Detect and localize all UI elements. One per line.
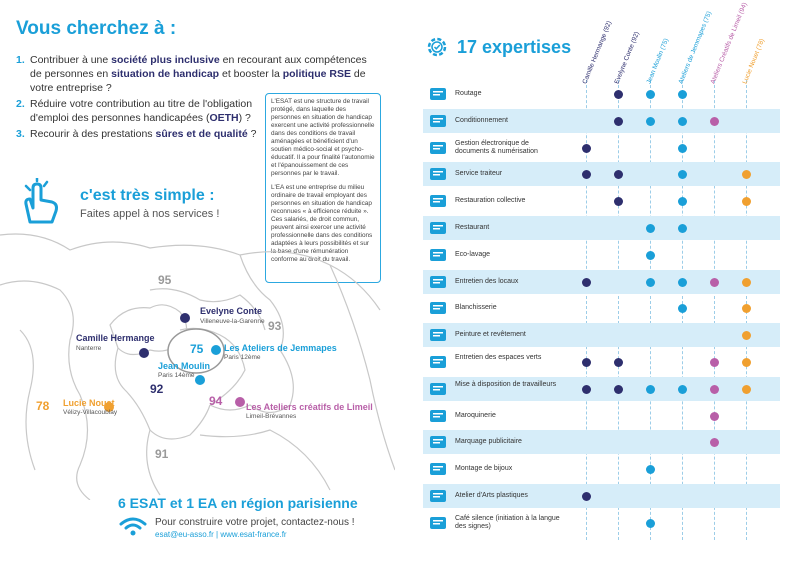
cocktail-icon xyxy=(429,165,447,183)
expertise-dot xyxy=(678,278,687,287)
place-name: Evelyne Conte xyxy=(200,306,263,316)
expertise-row xyxy=(423,189,780,213)
coffee-icon xyxy=(429,514,447,532)
expertise-dot xyxy=(614,117,623,126)
dept-label: 75 xyxy=(190,342,204,356)
expertise-label: Café silence (initiation à la langue des signes) xyxy=(455,514,560,530)
column-header: Ateliers de Jemmapes (75) xyxy=(677,10,714,85)
contact-text: Pour construire votre projet, contactez-nous ! xyxy=(155,517,355,528)
expertise-row xyxy=(423,430,780,454)
box-icon xyxy=(429,112,447,130)
place-city: Paris 14ème xyxy=(158,372,195,379)
expertise-dot xyxy=(710,412,719,421)
expertise-label: Routage xyxy=(455,90,482,97)
gear-icon xyxy=(425,35,449,59)
ile-de-france-map xyxy=(0,230,395,500)
place-city: Limeil-Brévannes xyxy=(246,413,297,420)
expertises-title: 17 expertises xyxy=(457,37,572,57)
expertise-dot xyxy=(614,90,623,99)
dept-label: 95 xyxy=(158,273,172,287)
place-name: Les Ateliers créatifs de Limeil xyxy=(246,402,373,412)
expertise-dot xyxy=(646,117,655,126)
expertise-dot xyxy=(710,385,719,394)
expertise-row xyxy=(423,216,780,240)
need-item: 3. Recourir à des prestations sûres et de qualité ? xyxy=(16,128,257,140)
expertise-row xyxy=(423,457,780,481)
expertise-dot xyxy=(582,492,591,501)
trees-icon xyxy=(429,353,447,371)
expertise-row xyxy=(423,296,780,320)
expertise-dot xyxy=(646,251,655,260)
place-city: Nanterre xyxy=(76,345,102,352)
expertise-row xyxy=(423,136,780,160)
expertise-row xyxy=(423,243,780,267)
expertise-dot xyxy=(742,278,751,287)
expertise-label: Maroquinerie xyxy=(455,411,496,419)
contact-links[interactable]: esat@eu-asso.fr | www.esat-france.fr xyxy=(155,530,287,539)
envelope-icon xyxy=(429,85,447,103)
sign-icon xyxy=(429,433,447,451)
paint-roller-icon xyxy=(429,326,447,344)
expertise-dot xyxy=(646,224,655,233)
location-marker[interactable] xyxy=(195,375,205,385)
expertise-dot xyxy=(710,358,719,367)
need-item: 2. Réduire votre contribution au titre de l'obligation d'emploi des personnes handicapées (OETH) ? xyxy=(16,98,253,124)
place-name: Lucie Nouet xyxy=(63,398,115,408)
expertise-dot xyxy=(582,144,591,153)
expertise-dot xyxy=(646,278,655,287)
dept-label: 91 xyxy=(155,447,169,461)
esat-definition: L'ESAT est une structure de travail protégé, dans laquelle des personnes en situation de handicap exercent une activité professionnelle dans des conditions de travail aménagées et bénéficient d'un soutien médico-social et psycho-éducatif. Il a pour finalité l'autonomie et l'épanouissement de ces personnes par le travail. xyxy=(271,98,375,177)
expertise-label: Restauration collective xyxy=(455,197,526,205)
chef-hat-icon xyxy=(429,219,447,237)
expertise-dot xyxy=(678,117,687,126)
expertise-label: Gestion électronique de documents & numérisation xyxy=(455,139,538,155)
expertise-dot xyxy=(678,90,687,99)
expertise-label: Blanchisserie xyxy=(455,304,497,312)
expertise-dot xyxy=(742,385,751,394)
people-icon xyxy=(429,380,447,398)
column-header: Lucie Nouet (78) xyxy=(741,37,767,85)
expertise-dot xyxy=(678,385,687,394)
expertise-label: Peinture et revêtement xyxy=(455,331,526,339)
expertise-dot xyxy=(678,224,687,233)
footer-title: 6 ESAT et 1 EA en région parisienne xyxy=(118,495,358,511)
washing-machine-icon xyxy=(429,299,447,317)
expertise-row xyxy=(423,484,780,508)
ring-icon xyxy=(429,460,447,478)
expertise-row xyxy=(423,109,780,133)
palette-icon xyxy=(429,487,447,505)
expertise-row xyxy=(423,162,780,186)
expertise-label: Mise à disposition de travailleurs xyxy=(455,380,557,388)
ea-definition: L'EA est une entreprise du milieu ordinaire de travail employant des personnes en situation de handicap reconnues « à efficience réduite ». Ces salariés, de droit commun, peuvent ainsi exercer une activité professionnelle dans des conditions adaptées à leurs possibilités et sur la base d'une rémunération conforme au droit du travail. xyxy=(271,184,373,263)
expertise-row xyxy=(423,350,780,374)
expertise-dot xyxy=(646,385,655,394)
column-header: Camille Hermange (92) xyxy=(581,20,614,86)
expertise-label: Montage de bijoux xyxy=(455,465,513,473)
expertise-label: Service traiteur xyxy=(455,170,503,178)
vacuum-icon xyxy=(429,273,447,291)
location-marker[interactable] xyxy=(180,313,190,323)
location-marker[interactable] xyxy=(211,345,221,355)
place-city: Villeneuve-la-Garenne xyxy=(200,318,265,325)
expertise-row xyxy=(423,377,780,401)
expertise-label: Eco-lavage xyxy=(455,250,491,258)
dept-label: 94 xyxy=(209,394,223,408)
expertise-row xyxy=(423,404,780,428)
expertise-dot xyxy=(742,358,751,367)
expertise-dot xyxy=(614,385,623,394)
column-header: Jean Moulin (75) xyxy=(645,37,671,85)
place-city: Paris 12ème xyxy=(224,354,261,361)
column-header: Ateliers Créatifs de Limeil (94) xyxy=(709,1,749,86)
location-marker[interactable] xyxy=(139,348,149,358)
dept-label: 92 xyxy=(150,382,164,396)
left-title: Vous cherchez à : xyxy=(16,18,177,39)
expertise-dot xyxy=(710,278,719,287)
expertise-row xyxy=(423,511,780,535)
expertise-label: Restaurant xyxy=(455,224,490,231)
expertise-label: Conditionnement xyxy=(455,116,508,124)
location-marker[interactable] xyxy=(235,397,245,407)
expertise-dot xyxy=(582,358,591,367)
expertise-label: Atelier d'Arts plastiques xyxy=(455,492,528,499)
plate-icon xyxy=(429,192,447,210)
simple-title: c'est très simple : xyxy=(80,187,215,204)
expertise-dot xyxy=(614,358,623,367)
expertise-row xyxy=(423,323,780,347)
simple-subtitle: Faites appel à nos services ! xyxy=(80,208,220,220)
scanner-icon xyxy=(429,139,447,157)
expertise-label: Marquage publicitaire xyxy=(455,438,522,446)
expertise-dot xyxy=(678,144,687,153)
expertise-dot xyxy=(582,278,591,287)
wifi-icon xyxy=(118,515,148,537)
expertise-row xyxy=(423,270,780,294)
expertise-dot xyxy=(710,117,719,126)
expertise-dot xyxy=(582,385,591,394)
place-name: Jean Moulin xyxy=(158,361,211,371)
expertise-dot xyxy=(646,90,655,99)
place-name: Les Ateliers de Jemmapes xyxy=(224,343,337,353)
leaf-icon xyxy=(429,246,447,264)
place-city: Vélizy-Villacoublay xyxy=(63,409,118,416)
expertise-label: Entretien des espaces verts xyxy=(455,354,542,361)
place-name: Camille Hermange xyxy=(76,333,155,343)
dept-label: 78 xyxy=(36,399,50,413)
need-item: 1. Contribuer à une société plus inclusive en recourant aux compétences de personnes en situation de handicap et booster la politique RSE de votre entreprise ? xyxy=(16,54,367,94)
expertise-dot xyxy=(646,519,655,528)
briefcase-icon xyxy=(429,407,447,425)
dept-label: 93 xyxy=(268,319,282,333)
expertise-label: Entretien des locaux xyxy=(455,277,519,285)
pointing-hand-icon xyxy=(16,178,66,228)
column-header: Evelyne Conte (92) xyxy=(613,30,641,85)
expertise-row xyxy=(423,82,780,106)
